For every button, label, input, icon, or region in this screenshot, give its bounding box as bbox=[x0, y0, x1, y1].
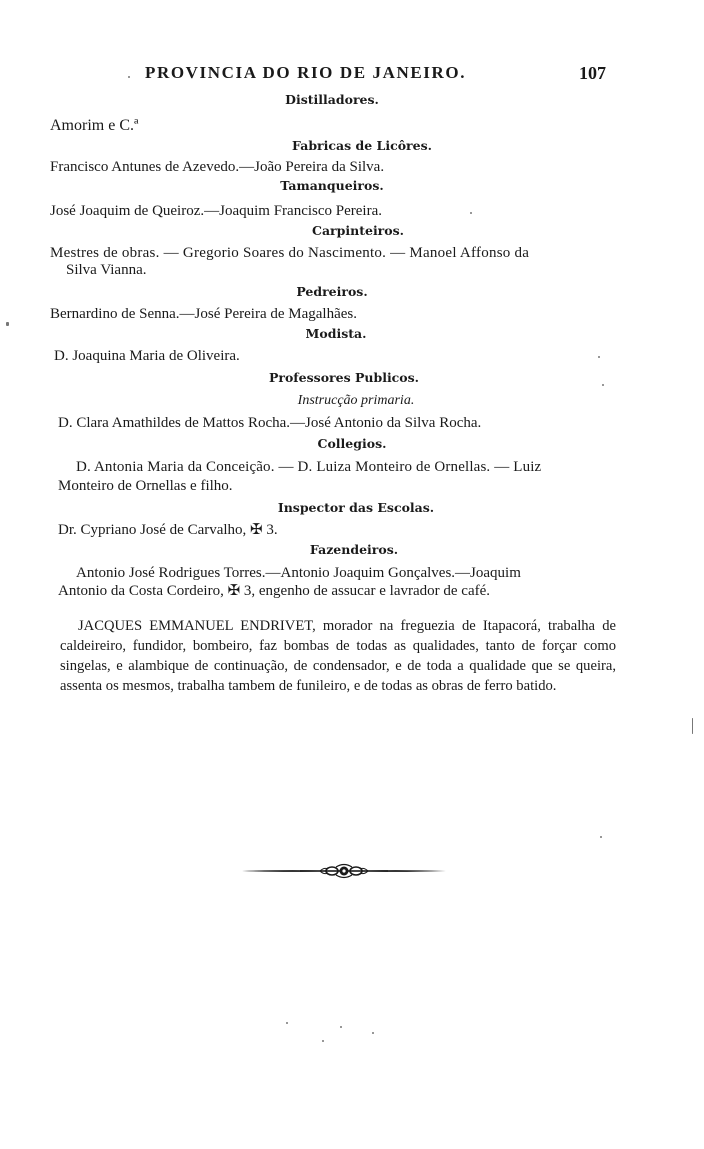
section-heading-professores: Professores Publicos. bbox=[268, 370, 420, 385]
scan-speck bbox=[600, 836, 602, 838]
scan-speck bbox=[286, 1022, 288, 1024]
scan-speck bbox=[128, 76, 130, 78]
scan-speck bbox=[598, 356, 600, 358]
section-heading-modista: Modista. bbox=[305, 326, 367, 341]
scan-speck bbox=[340, 1026, 342, 1028]
scan-speck bbox=[692, 718, 693, 734]
entry-line: D. Clara Amathildes de Mattos Rocha.—José Antonio da Silva Rocha. bbox=[58, 415, 482, 431]
running-title: PROVINCIA DO RIO DE JANEIRO. bbox=[145, 63, 467, 82]
entry-line: José Joaquim de Queiroz.—Joaquim Francisco Pereira. bbox=[50, 203, 382, 219]
section-heading-collegios: Collegios. bbox=[317, 436, 387, 451]
entry-line: Antonio da Costa Cordeiro, ✠ 3, engenho de assucar e lavrador de café. bbox=[58, 583, 491, 599]
entry-line: D. Antonia Maria da Conceição. — D. Luiza Monteiro de Ornellas. — Luiz bbox=[76, 459, 542, 475]
entry-line: Dr. Cypriano José de Carvalho, ✠ 3. bbox=[58, 522, 278, 538]
entry-line: Mestres de obras. — Gregorio Soares do Nascimento. — Manoel Affonso da bbox=[50, 245, 530, 261]
section-heading-inspector: Inspector das Escolas. bbox=[277, 500, 435, 515]
entry-line: Monteiro de Ornellas e filho. bbox=[58, 478, 233, 494]
section-heading-fazendeiros: Fazendeiros. bbox=[309, 542, 399, 557]
decorative-rule-icon bbox=[240, 860, 448, 882]
scan-speck bbox=[602, 384, 604, 386]
entry-line: Bernardino de Senna.—José Pereira de Magalhães. bbox=[50, 306, 357, 322]
section-heading-fabricas-licores: Fabricas de Licôres. bbox=[292, 138, 432, 153]
entry-line: D. Joaquina Maria de Oliveira. bbox=[54, 348, 240, 364]
section-heading-distilladores: Distilladores. bbox=[285, 92, 379, 107]
entry-line: Silva Vianna. bbox=[66, 262, 147, 278]
entry-line: Francisco Antunes de Azevedo.—João Pereira da Silva. bbox=[50, 159, 385, 175]
entry-line: Antonio José Rodrigues Torres.—Antonio Joaquim Gonçalves.—Joaquim bbox=[76, 565, 521, 581]
section-heading-tamanqueiros: Tamanqueiros. bbox=[280, 178, 384, 193]
advertisement-body: morador na freguezia de Itapacorá, trabalha de caldeireiro, fundidor, bombeiro, faz bombas de todas as qualidades, tanto de forçar como singelas, e alambique de continuação, de condensador, e de toda a qualidade que se queira, assenta os mesmos, trabalha tambem de funileiro, e de todas as obras de ferro batido. bbox=[60, 618, 616, 694]
advertisement-paragraph bbox=[60, 616, 616, 696]
advertiser-name: JACQUES EMMANUEL ENDRIVET, bbox=[78, 618, 316, 634]
scan-speck bbox=[470, 212, 472, 214]
scan-speck bbox=[372, 1032, 374, 1034]
scan-speck bbox=[322, 1040, 324, 1042]
section-subheading-instrucao: Instrucção primaria. bbox=[297, 393, 415, 408]
scan-speck bbox=[6, 322, 9, 326]
entry-line: Amorim e C.ª bbox=[50, 117, 139, 134]
section-heading-carpinteiros: Carpinteiros. bbox=[312, 223, 404, 238]
page-number: 107 bbox=[579, 63, 606, 83]
section-heading-pedreiros: Pedreiros. bbox=[296, 284, 368, 299]
